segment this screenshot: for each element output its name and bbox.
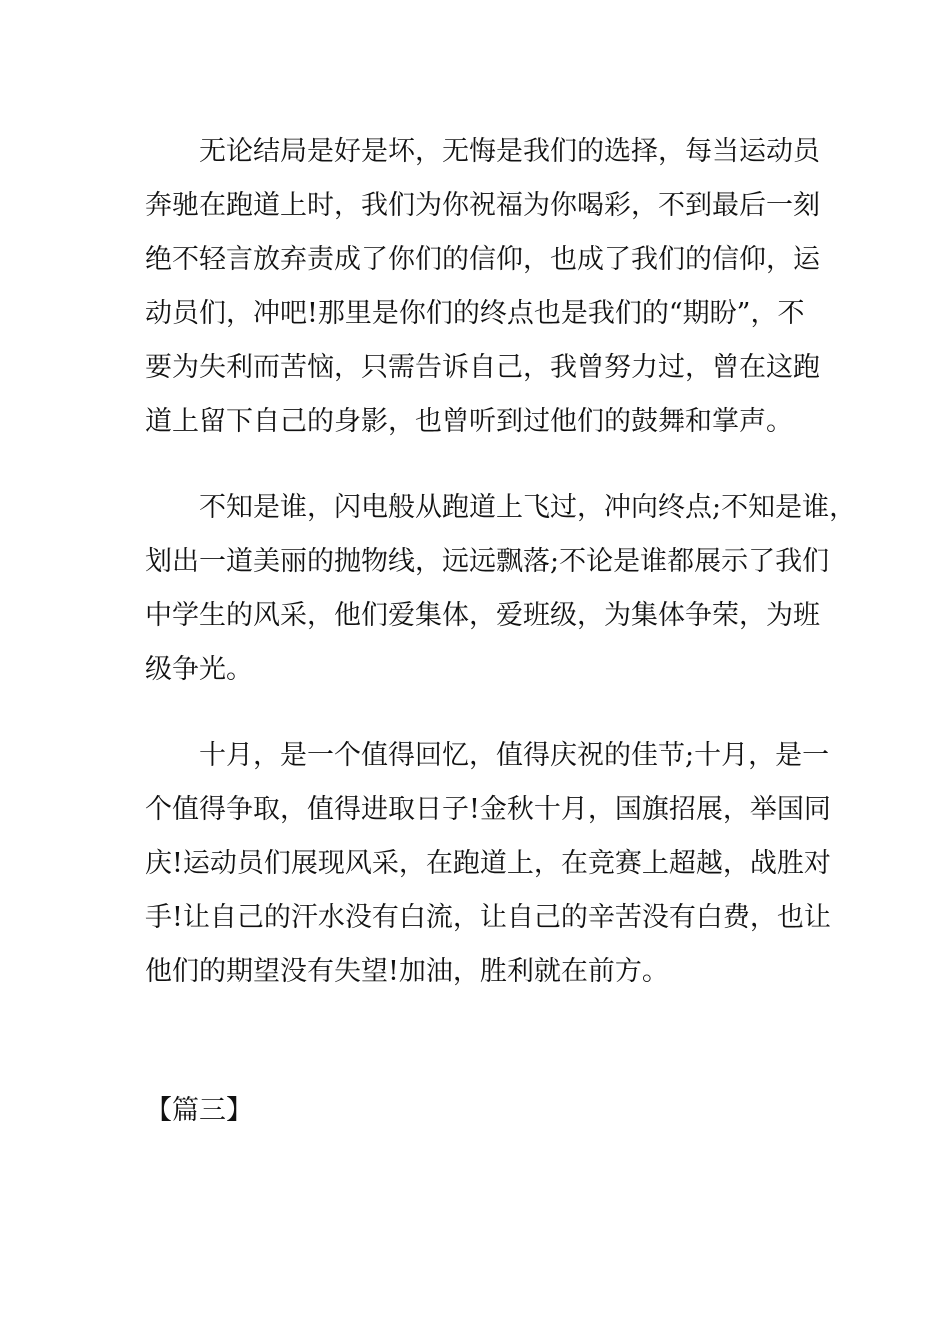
paragraph-line: 绝不轻言放弃责成了你们的信仰，也成了我们的信仰，运 — [145, 244, 820, 275]
section-heading: 【篇三】 — [145, 1095, 253, 1126]
paragraph-line: 划出一道美丽的抛物线，远远飘落;不论是谁都展示了我们 — [145, 546, 830, 577]
paragraph-line: 级争光。 — [145, 654, 253, 685]
paragraph-line: 不知是谁，闪电般从跑道上飞过，冲向终点;不知是谁， — [199, 492, 857, 523]
paragraph-line: 奔驰在跑道上时，我们为你祝福为你喝彩，不到最后一刻 — [145, 190, 820, 221]
paragraph-line: 他们的期望没有失望!加油，胜利就在前方。 — [145, 956, 669, 987]
paragraph-line: 庆!运动员们展现风采，在跑道上，在竞赛上超越，战胜对 — [145, 848, 831, 879]
paragraph-line: 动员们，冲吧!那里是你们的终点也是我们的“期盼”，不 — [145, 298, 805, 329]
paragraph-line: 十月，是一个值得回忆，值得庆祝的佳节;十月，是一 — [199, 740, 830, 771]
paragraph-line: 中学生的风采，他们爱集体，爱班级，为集体争荣，为班 — [145, 600, 820, 631]
paragraph-line: 无论结局是好是坏，无悔是我们的选择，每当运动员 — [199, 136, 820, 167]
paragraph-line: 要为失利而苦恼，只需告诉自己，我曾努力过，曾在这跑 — [145, 352, 820, 383]
paragraph-line: 手!让自己的汗水没有白流，让自己的辛苦没有白费，也让 — [145, 902, 831, 933]
paragraph-line: 个值得争取，值得进取日子!金秋十月，国旗招展，举国同 — [145, 794, 831, 825]
paragraph-line: 道上留下自己的身影，也曾听到过他们的鼓舞和掌声。 — [145, 406, 793, 437]
